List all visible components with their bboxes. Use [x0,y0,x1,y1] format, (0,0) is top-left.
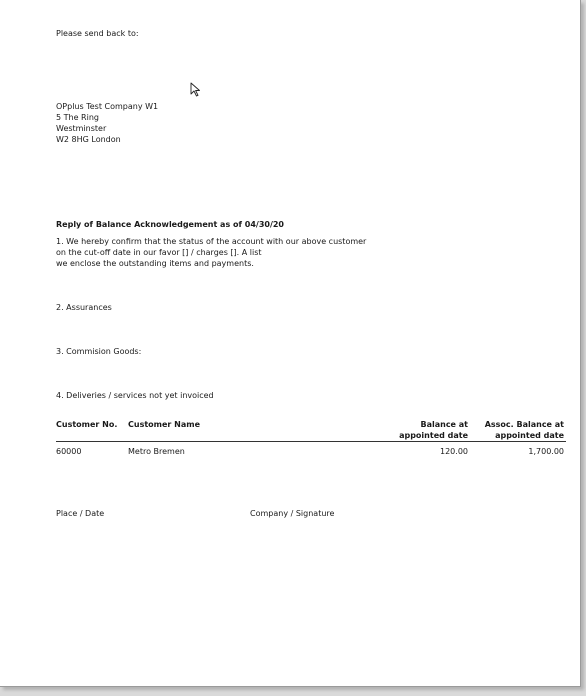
address-company: OPplus Test Company W1 [56,102,159,111]
col-header-balance-line-2: appointed date [399,431,468,440]
place-date-label: Place / Date [56,509,105,518]
return-address [56,101,158,145]
section-2-assurances: 2. Assurances [56,303,112,312]
company-signature-label: Company / Signature [250,509,335,518]
col-header-assoc-balance-line-2: appointed date [495,431,564,440]
send-back-label: Please send back to: [56,29,139,38]
report-heading: Reply of Balance Acknowledgement as of 04/30/20 [56,220,284,229]
table-header-divider [56,441,566,442]
col-header-customer-no: Customer No. [56,420,118,429]
cell-assoc-balance: 1,700.00 [528,447,564,456]
cell-customer-name: Metro Bremen [128,447,185,456]
col-header-customer-name: Customer Name [128,420,200,429]
section-4-deliveries: 4. Deliveries / services not yet invoiced [56,391,214,400]
address-street: 5 The Ring [56,113,99,122]
col-header-balance-line-1: Balance at [420,420,468,429]
cell-balance: 120.00 [440,447,468,456]
address-postcode-city: W2 8HG London [56,135,121,144]
col-header-assoc-balance-line-1: Assoc. Balance at [484,420,564,429]
mouse-pointer-icon [190,82,202,98]
cell-customer-no: 60000 [56,447,82,456]
section-1-confirmation [56,236,366,269]
section-1-line-1: 1. We hereby confirm that the status of the account with our above customer [56,237,367,246]
section-1-line-3: we enclose the outstanding items and payments. [56,259,254,268]
section-1-line-2: on the cut-off date in our favor [] / charges []. A list [56,248,262,257]
address-district: Westminster [56,124,107,133]
section-3-commission-goods: 3. Commision Goods: [56,347,142,356]
